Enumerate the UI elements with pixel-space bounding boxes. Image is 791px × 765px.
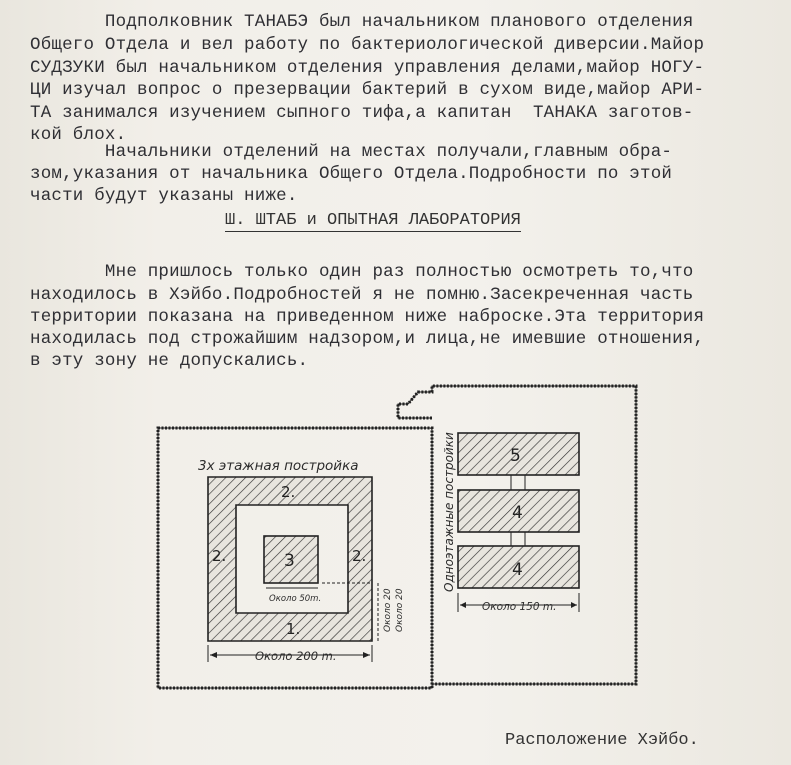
text-line: ЦИ изучал вопрос о презервации бактерий в сухом виде,майор АРИ- [30, 80, 705, 100]
dimension-right: Около 150 m. [482, 601, 557, 613]
text-line: части будут указаны ниже. [30, 186, 298, 206]
dimension-inner: Около 50m. [269, 594, 322, 604]
section-heading: Ш. ШТАБ и ОПЫТНАЯ ЛАБОРАТОРИЯ [225, 211, 521, 230]
text-line: находилось в Хэйбо.Подробностей я не помню.Засекреченная часть [30, 285, 694, 305]
text-line: ТА занимался изучением сыпного тифа,а капитан ТАНАКА заготов- [30, 103, 694, 123]
figure-caption: Расположение Хэйбо. [505, 731, 699, 750]
one-story-label: Одноэтажные постройки [442, 432, 456, 592]
dimension-side: Около 20 [383, 588, 393, 632]
text-line: СУДЗУКИ был начальником отделения управления делами,майор НОГУ- [30, 58, 705, 78]
text-line: Начальники отделений на местах получали,главным обра- [30, 142, 673, 162]
building-number-center: 3 [284, 551, 295, 571]
building-number-right: 2. [352, 547, 367, 565]
text-line: находилась под строжайшим надзором,и лица,не имевшие отношения, [30, 329, 705, 349]
fence-right [398, 386, 636, 684]
text-line: кой блох. [30, 125, 127, 145]
text-line: территории показана на приведенном ниже наброске.Эта территория [30, 307, 705, 327]
building-number-bottom: 1. [286, 620, 301, 638]
text-line: Мне пришлось только один раз полностью осмотреть то,что [30, 262, 694, 282]
text-line: Подполковник ТАНАБЭ был начальником планового отделения [30, 12, 694, 32]
building-number-left: 2. [212, 547, 227, 565]
text-line: Общего Отдела и вел работу по бактериологической диверсии.Майор [30, 35, 705, 55]
building-number-top: 2. [281, 483, 296, 501]
one-story-number-4b: 4 [512, 560, 523, 580]
one-story-number-4a: 4 [512, 503, 523, 523]
building-label: 3х этажная постройка [198, 458, 359, 474]
dimension-width: Около 200 m. [255, 649, 337, 663]
one-story-number-5: 5 [510, 446, 521, 466]
text-line: в эту зону не допускались. [30, 351, 309, 371]
dimension-side-2: Около 20 [395, 588, 405, 632]
text-line: зом,указания от начальника Общего Отдела.Подробности по этой [30, 164, 673, 184]
